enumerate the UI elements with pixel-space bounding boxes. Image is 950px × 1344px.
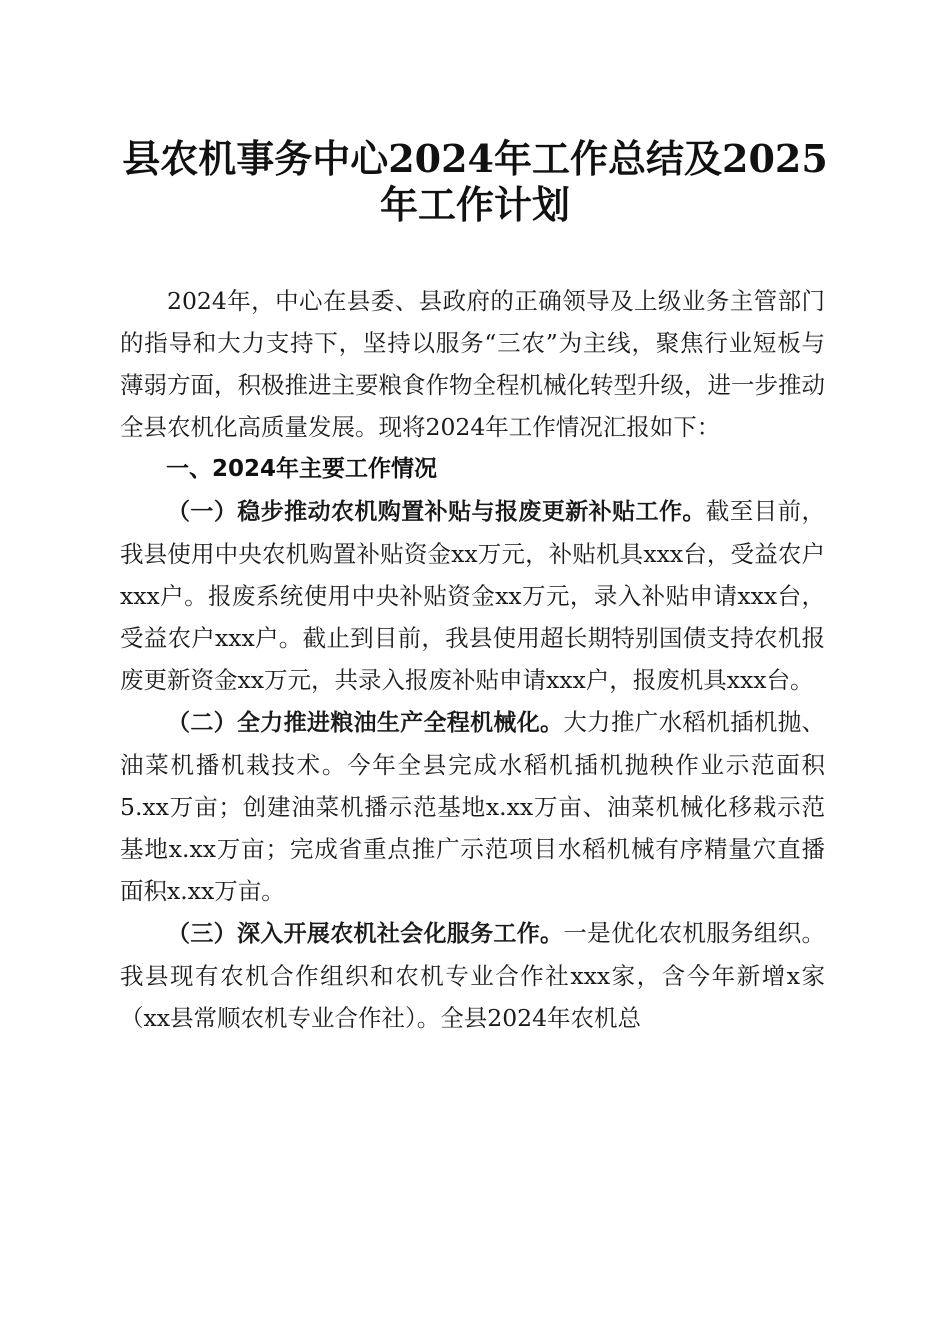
document-title: 县农机事务中心2024年工作总结及2025年工作计划 [122,136,828,227]
document-body [120,280,825,1039]
section-1-item-1 [120,490,825,701]
item-3-text: 一是优化农机服务组织。我县现有农机合作组织和农机专业合作社xxx家，含今年新增x家（xx县常顺农机专业合作社）。全县2024年农机总 [120,919,826,1032]
intro-paragraph: 2024年，中心在县委、县政府的正确领导及上级业务主管部门的指导和大力支持下，坚持以服务“三农”为主线，聚焦行业短板与薄弱方面，积极推进主要粮食作物全程机械化转型升级，进一步推动全县农机化高质量发展。现将2024年工作情况汇报如下： [120,287,825,441]
item-2-lead: （二）全力推进粮油生产全程机械化。 [167,710,564,736]
section-1-item-3 [120,912,825,1039]
section-1-item-2 [120,701,825,912]
item-3-lead: （三）深入开展农机社会化服务工作。 [167,921,564,947]
section-1-heading: 一、2024年主要工作情况 [166,456,438,482]
item-2-text: 大力推广水稻机插机抛、油菜机播机栽技术。今年全县完成水稻机插机抛秧作业示范面积5.xx万亩；创建油菜机播示范基地x.xx万亩、油菜机械化移栽示范基地x.xx万亩；完成省重点推广示范项目水稻机械有序精量穴直播面积x.xx万亩。 [120,708,826,905]
item-1-text: 截至目前，我县使用中央农机购置补贴资金xx万元，补贴机具xxx台，受益农户xxx户。报废系统使用中央补贴资金xx万元，录入补贴申请xxx台，受益农户xxx户。截止到目前，我县使用超长期特别国债支持农机报废更新资金xx万元，共录入报废补贴申请xxx户，报废机具xxx台。 [120,497,826,694]
item-1-lead: （一）稳步推动农机购置补贴与报废更新补贴工作。 [167,499,706,525]
